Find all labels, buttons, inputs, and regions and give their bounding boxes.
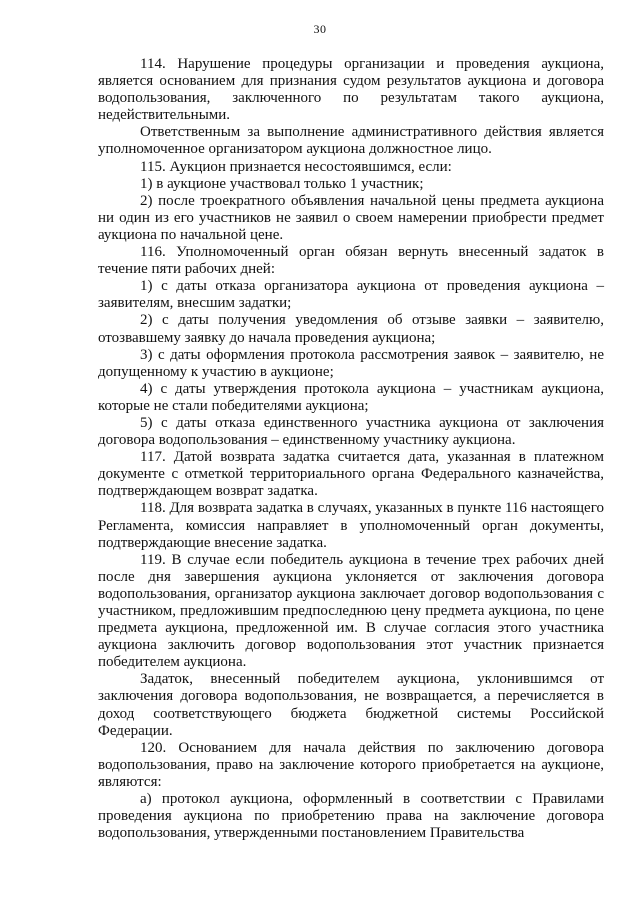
paragraph-responsible: Ответственным за выполнение административного действия является уполномоченное организатором аукциона должностное лицо. [98, 124, 604, 158]
paragraph-119: 119. В случае если победитель аукциона в течение трех рабочих дней после дня завершения аукциона уклоняется от заключения договора водопользования, организатор аукциона заключает договор водопользования с участником, предложившим предпоследнюю цену предмета аукциона, по цене предмета аукциона, предложенной им. В случае согласия этого участника аукциона заключить договор водопользования этот участник признается победителем аукциона. [98, 551, 604, 671]
paragraph-115-item-2: 2) после троекратного объявления начальной цены предмета аукциона ни один из его участников не заявил о своем намерении приобрести предмет аукциона по начальной цене. [98, 192, 604, 243]
paragraph-116-item-3: 3) с даты оформления протокола рассмотрения заявок – заявителю, не допущенному к участию в аукционе; [98, 346, 604, 380]
paragraph-115: 115. Аукцион признается несостоявшимся, если: [140, 158, 452, 175]
paragraph-116-item-5: 5) с даты отказа единственного участника аукциона от заключения договора водопользования – единственному участнику аукциона. [98, 414, 604, 449]
paragraph-116-item-1: 1) с даты отказа организатора аукциона от проведения аукциона – заявителям, внесшим задатки; [98, 278, 604, 312]
paragraph-118: 118. Для возврата задатка в случаях, указанных в пункте 116 настоящего Регламента, комиссия направляет в уполномоченный орган документы, подтверждающие внесение задатка. [98, 500, 604, 551]
paragraph-120: 120. Основанием для начала действия по заключению договора водопользования, право на заключение которого приобретается на аукционе, являются: [98, 739, 604, 790]
paragraph-116-item-4: 4) с даты утверждения протокола аукциона – участникам аукциона, которые не стали победителями аукциона; [98, 380, 604, 414]
page-number: 30 [313, 22, 327, 36]
paragraph-120-item-a: а) протокол аукциона, оформленный в соответствии с Правилами проведения аукциона по приобретению права на заключение договора водопользования, утвержденными постановлением Правительства [98, 791, 604, 842]
document-body [98, 56, 604, 842]
paragraph-deposit: Задаток, внесенный победителем аукциона, уклонившимся от заключения договора водопользования, не возвращается, а перечисляется в доход соответствующего бюджета бюджетной системы Российской Федерации. [98, 671, 604, 739]
paragraph-116: 116. Уполномоченный орган обязан вернуть внесенный задаток в течение пяти рабочих дней: [98, 244, 604, 278]
paragraph-116-item-2: 2) с даты получения уведомления об отзыве заявки – заявителю, отозвавшему заявку до начала проведения аукциона; [98, 312, 604, 346]
paragraph-114: 114. Нарушение процедуры организации и проведения аукциона, является основанием для признания судом результатов аукциона и договора водопользования, заключенного по результатам такого аукциона, недействительными. [98, 56, 604, 124]
paragraph-117: 117. Датой возврата задатка считается дата, указанная в платежном документе с отметкой территориального органа Федерального казначейства, подтверждающем возврат задатка. [98, 449, 604, 500]
paragraph-115-item-1: 1) в аукционе участвовал только 1 участник; [140, 175, 424, 192]
